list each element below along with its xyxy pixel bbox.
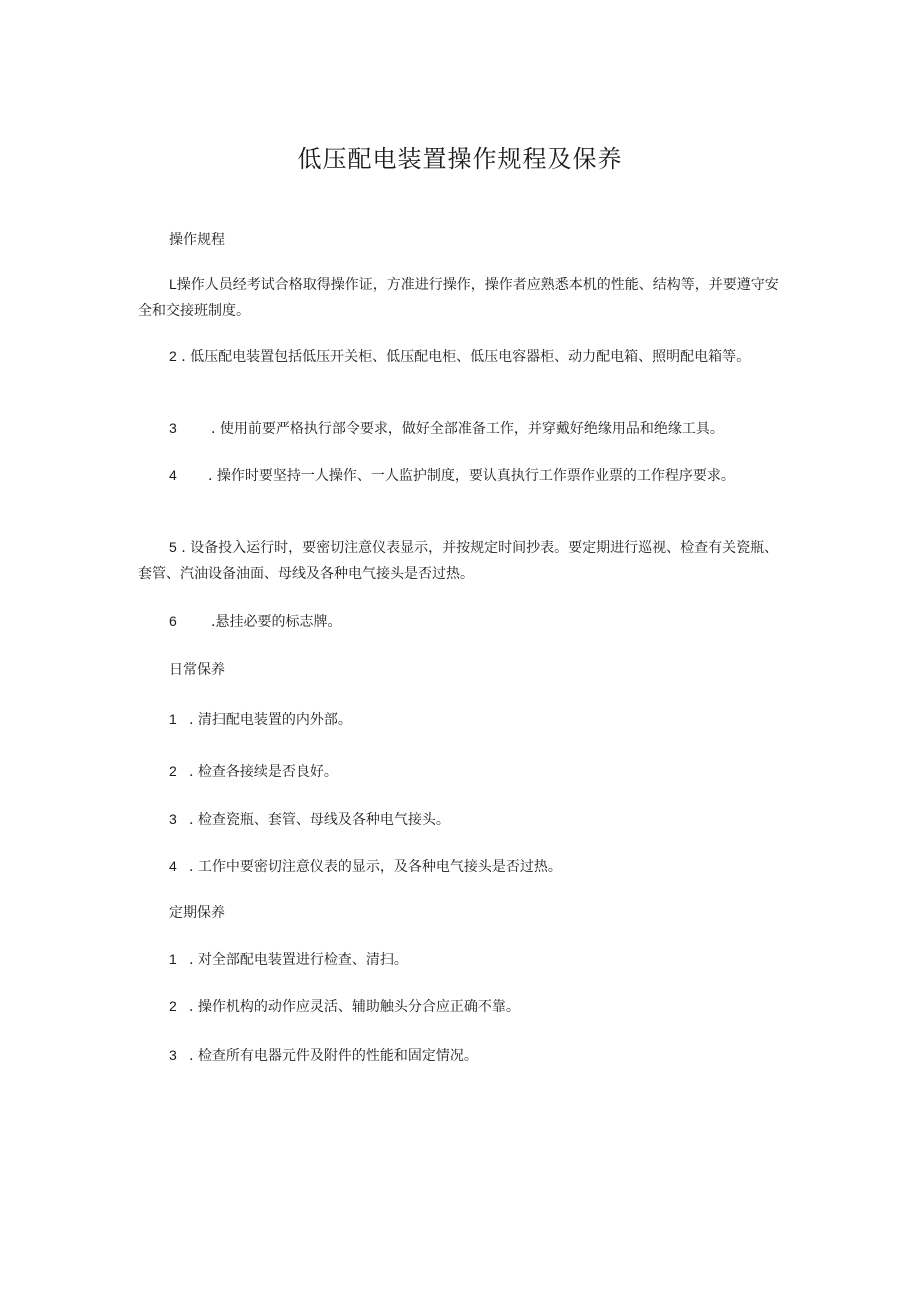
item-number: 2 xyxy=(169,763,177,779)
item-number: 1 xyxy=(169,711,177,727)
item-text: . 操作时要坚持一人操作、一人监护制度，要认真执行工作票作业票的工作程序要求。 xyxy=(207,468,735,484)
item-text: .悬挂必要的标志牌。 xyxy=(211,614,342,630)
item-text: . 使用前要严格执行部令要求，做好全部准备工作，并穿戴好绝缘用品和绝缘工具。 xyxy=(211,421,724,437)
periodic-item-3 xyxy=(138,1042,819,1069)
item-number: 1 xyxy=(169,951,177,967)
section-heading-operation: 操作规程 xyxy=(169,232,225,248)
item-number: 2 xyxy=(169,998,177,1014)
item-number: 5 xyxy=(169,539,177,555)
section-heading-periodic: 定期保养 xyxy=(169,905,225,921)
item-text: 操作人员经考试合格取得操作证，方准进行操作，操作者应熟悉本机的性能、结构等，并要遵守安全和交接班制度。 xyxy=(138,277,779,319)
operation-item-6 xyxy=(138,608,819,635)
item-text: . 操作机构的动作应灵活、辅助触头分合应正确不靠。 xyxy=(189,999,520,1015)
item-number: 3 xyxy=(169,811,177,827)
item-text: . 检查所有电器元件及附件的性能和固定情况。 xyxy=(189,1048,478,1064)
operation-item-3 xyxy=(138,415,819,442)
item-number: 4 xyxy=(169,858,177,874)
item-number: L xyxy=(169,276,177,292)
page-title: 低压配电装置操作规程及保养 xyxy=(297,145,623,173)
daily-item-3 xyxy=(138,806,819,833)
item-text: . 低压配电装置包括低压开关柜、低压配电柜、低压电容器柜、动力配电箱、照明配电箱等。 xyxy=(181,349,751,365)
item-number: 2 xyxy=(169,348,177,364)
daily-item-4 xyxy=(138,853,819,880)
item-number: 3 xyxy=(169,420,177,436)
item-text: . 对全部配电装置进行检查、清扫。 xyxy=(189,952,408,968)
daily-item-2 xyxy=(138,758,819,785)
periodic-item-1 xyxy=(138,946,819,973)
operation-item-4 xyxy=(138,462,788,489)
item-number: 6 xyxy=(169,613,177,629)
periodic-item-2 xyxy=(138,993,819,1020)
operation-item-5 xyxy=(138,534,788,587)
item-text: . 设备投入运行时，要密切注意仪表显示，并按规定时间抄表。要定期进行巡视、检查有关瓷瓶、套管、汽油设备油面、母线及各种电气接头是否过热。 xyxy=(138,540,779,582)
item-number: 3 xyxy=(169,1047,177,1063)
item-text: . 检查各接续是否良好。 xyxy=(189,764,338,780)
operation-item-1 xyxy=(138,271,788,324)
section-heading-daily: 日常保养 xyxy=(169,662,225,678)
item-text: . 清扫配电装置的内外部。 xyxy=(189,712,352,728)
operation-item-2 xyxy=(138,343,788,370)
item-number: 4 xyxy=(169,467,177,483)
item-text: . 工作中要密切注意仪表的显示，及各种电气接头是否过热。 xyxy=(189,859,562,875)
daily-item-1 xyxy=(138,706,819,733)
item-text: . 检查瓷瓶、套管、母线及各种电气接头。 xyxy=(189,812,450,828)
